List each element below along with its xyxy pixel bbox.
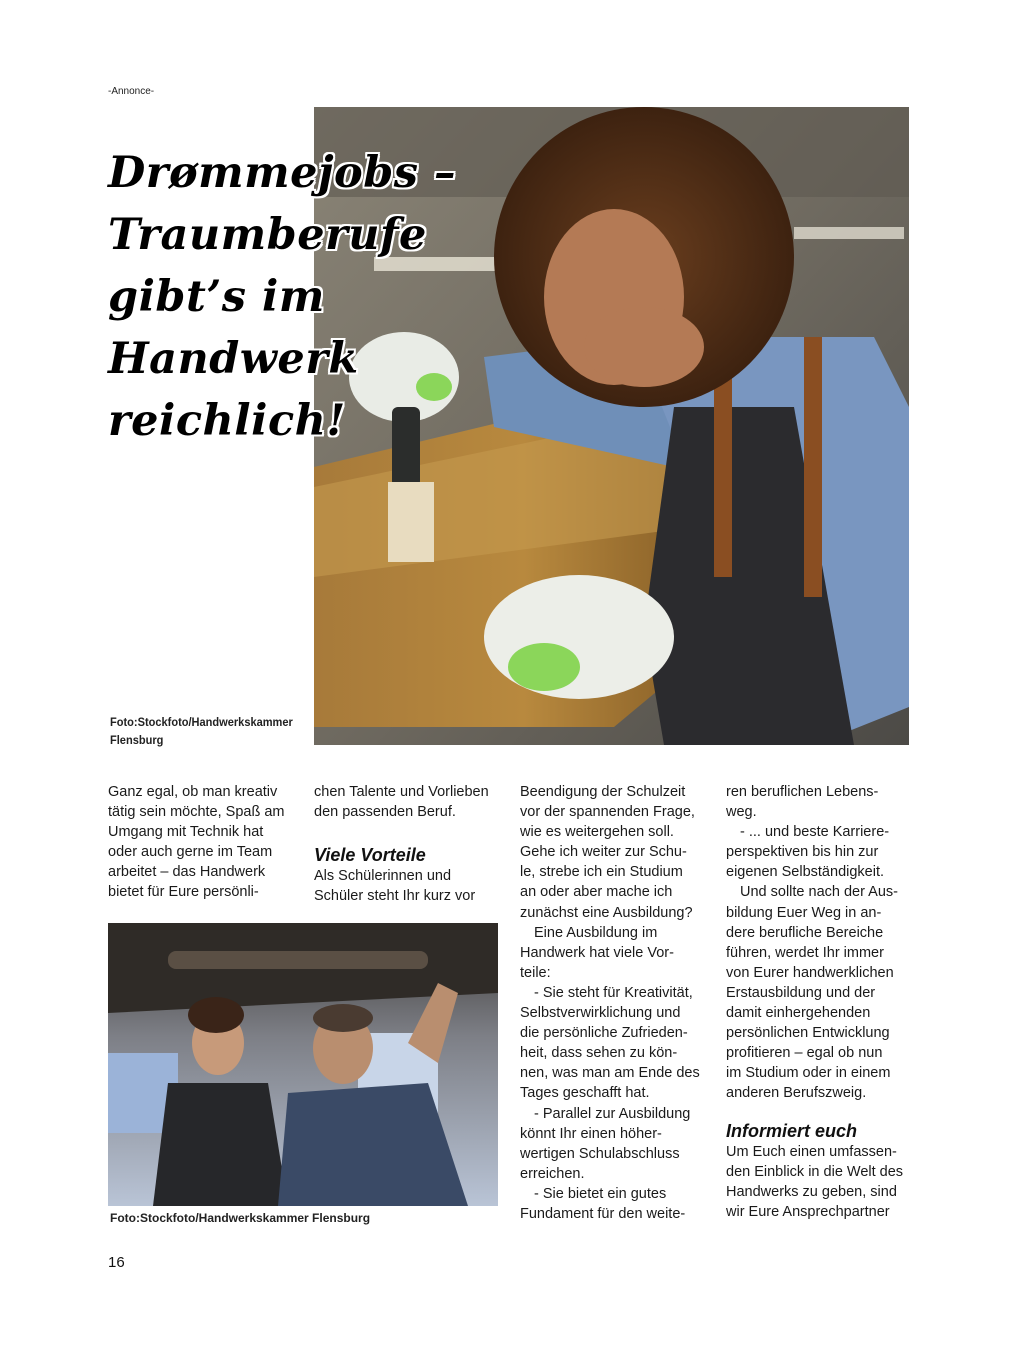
text-line: Ganz egal, ob man kreativ	[108, 784, 278, 800]
article-column-2	[314, 782, 509, 906]
text-line: persönlichen Entwicklung	[726, 1025, 890, 1042]
text-line: anderen Berufszweig.	[726, 1085, 867, 1102]
text-line: Um Euch einen umfassen-	[726, 1143, 897, 1160]
text-line: teile:	[520, 964, 551, 981]
text-line: tätig sein möchte, Spaß am	[108, 804, 285, 821]
text-line: vor der spannenden Frage,	[520, 804, 695, 821]
text-line: zunächst eine Ausbildung?	[520, 904, 693, 921]
text-line: könnt Ihr einen höher-	[520, 1125, 662, 1142]
text-line: von Eurer handwerklichen	[726, 964, 894, 981]
text-line: weg.	[726, 804, 757, 821]
text-line: Handwerks zu geben, sind	[726, 1183, 897, 1200]
text-line: Umgang mit Technik hat	[108, 824, 264, 841]
page-number: 16	[108, 1254, 125, 1271]
text-line: Schüler steht Ihr kurz vor	[314, 888, 476, 905]
text-line: wie es weitergehen soll.	[520, 824, 674, 841]
text-line: Selbstverwirklichung und	[520, 1005, 681, 1022]
photo-credit-hero-line-2: Flensburg	[110, 733, 164, 747]
text-line: erreichen.	[520, 1165, 585, 1182]
text-line: den passenden Beruf.	[314, 804, 456, 821]
headline-line-1: Drømmejobs –	[108, 148, 456, 198]
headline-line-3: gibt’s im	[108, 272, 325, 322]
text-line: Und sollte nach der Aus-	[740, 884, 898, 901]
headline-line-4: Handwerk	[108, 334, 359, 384]
text-line: damit einhergehenden	[726, 1005, 871, 1022]
photo-credit-mechanics: Foto:Stockfoto/Handwerkskammer Flensburg	[110, 1211, 371, 1225]
text-line: Tages geschafft hat.	[520, 1085, 650, 1102]
article-column-4	[726, 782, 921, 1222]
text-line: le, strebe ich ein Studium	[520, 864, 683, 881]
advertisement-label: -Annonce-	[108, 86, 155, 97]
text-line: - Sie bietet ein gutes	[534, 1185, 667, 1202]
text-line: Handwerk hat viele Vor-	[520, 944, 674, 961]
text-line: die persönliche Zufrieden-	[520, 1025, 688, 1042]
mechanics-photo-illustration	[108, 923, 498, 1206]
article-column-3	[520, 782, 715, 1224]
text-line: Fundament für den weite-	[520, 1205, 686, 1222]
text-line: ren beruflichen Lebens-	[726, 784, 879, 800]
subheading-informiert-euch: Informiert euch	[726, 1120, 858, 1141]
text-line: perspektiven bis hin zur	[726, 844, 879, 861]
text-line: nen, was man am Ende des	[520, 1065, 700, 1082]
text-line: führen, werdet Ihr immer	[726, 944, 884, 961]
text-line: - ... und beste Karriere-	[740, 824, 890, 841]
text-line: eigenen Selbständigkeit.	[726, 864, 885, 881]
text-line: wertigen Schulabschluss	[520, 1145, 680, 1162]
mechanics-photo	[108, 923, 498, 1206]
text-line: an oder aber mache ich	[520, 884, 673, 901]
text-line: oder auch gerne im Team	[108, 844, 273, 861]
text-line: profitieren – egal ob nun	[726, 1045, 883, 1062]
text-line: - Parallel zur Ausbildung	[534, 1105, 691, 1122]
text-line: Beendigung der Schulzeit	[520, 784, 686, 800]
text-line: - Sie steht für Kreativität,	[534, 984, 693, 1001]
subheading-viele-vorteile: Viele Vorteile	[314, 845, 426, 866]
text-line: wir Eure Ansprechpartner	[726, 1203, 890, 1220]
photo-credit-hero-line-1: Foto:Stockfoto/Handwerkskammer	[110, 715, 293, 729]
headline-line-2: Traumberufe	[108, 210, 427, 260]
headline-line-5: reichlich!	[108, 396, 346, 446]
text-line: heit, dass sehen zu kön-	[520, 1045, 678, 1062]
text-line: Gehe ich weiter zur Schu-	[520, 844, 687, 861]
photo-credit-hero	[110, 713, 294, 749]
text-line: Eine Ausbildung im	[534, 924, 658, 941]
article-column-1	[108, 782, 303, 903]
text-line: chen Talente und Vorlieben	[314, 784, 489, 800]
text-line: dere berufliche Bereiche	[726, 924, 884, 941]
text-line: Erstausbildung und der	[726, 984, 876, 1001]
text-line: bietet für Eure persönli-	[108, 884, 259, 901]
text-line: den Einblick in die Welt des	[726, 1163, 904, 1180]
headline	[108, 142, 528, 452]
text-line: Als Schülerinnen und	[314, 868, 452, 885]
text-line: arbeitet – das Handwerk	[108, 864, 266, 881]
text-line: im Studium oder in einem	[726, 1065, 891, 1082]
text-line: bildung Euer Weg in an-	[726, 904, 882, 921]
